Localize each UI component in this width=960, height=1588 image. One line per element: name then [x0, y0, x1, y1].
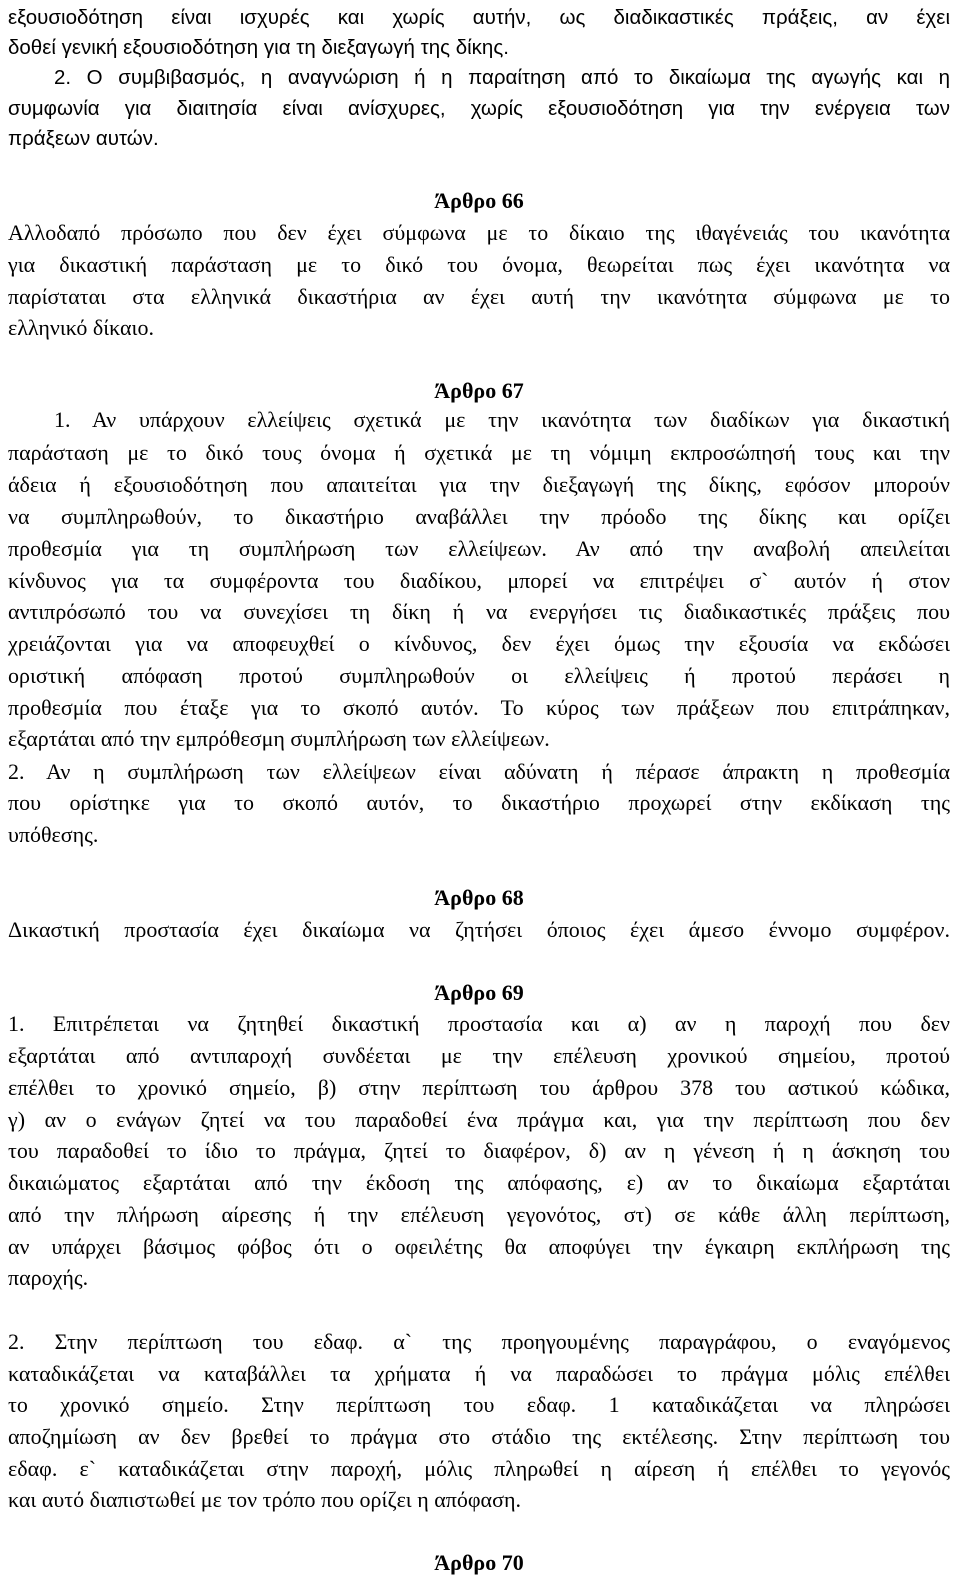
text-line: καταδικάζεται να καταβάλλει τα χρήματα ή να παραδώσει το πράγμα μόλις επέλθει	[8, 1361, 950, 1386]
text-line: εδαφ. ε` καταδικάζεται στην παροχή, μόλις πληρωθεί η αίρεση ή επέλθει το γεγονός	[8, 1456, 950, 1481]
text-line: να συμπληρωθούν, το δικαστήριο αναβάλλει την πρόοδο της δίκης και ορίζει	[8, 504, 950, 529]
text-line: 1. Επιτρέπεται να ζητηθεί δικαστική προστασία και α) αν η παροχή που δεν	[8, 1011, 950, 1036]
text-line: 2. Αν η συμπλήρωση των ελλείψεων είναι αδύνατη ή πέρασε άπρακτη η προθεσμία	[8, 759, 950, 784]
article-heading: Άρθρο 69	[434, 980, 524, 1005]
text-line: επέλθει το χρονικό σημείο, β) στην περίπτωση του άρθρου 378 του αστικού κώδικα,	[8, 1075, 950, 1100]
text-line: παράσταση με το δικό τους όνομα ή σχετικά με τη νόμιμη εκπροσώπησή τους και την	[8, 440, 950, 465]
text-line: το χρονικό σημείο. Στην περίπτωση του εδαφ. 1 καταδικάζεται να πληρώσει	[8, 1392, 950, 1417]
text-line: προθεσμία για τη συμπλήρωση των ελλείψεων. Αν από την αναβολή απειλείται	[8, 536, 950, 561]
text-line: εξαρτάται από την εμπρόθεσμη συμπλήρωση των ελλείψεων.	[8, 726, 550, 751]
article-heading: Άρθρο 67	[434, 378, 524, 403]
text-line: Αλλοδαπό πρόσωπο που δεν έχει σύμφωνα με το δίκαιο της ιθαγένειάς του ικανότητα	[8, 220, 950, 245]
article-heading: Άρθρο 66	[434, 188, 524, 213]
text-line: αντιπρόσωπό του να συνεχίσει τη δίκη ή να ενεργήσει τις διαδικαστικές πράξεις που	[8, 599, 950, 624]
article-heading: Άρθρο 70	[434, 1550, 524, 1575]
text-line: υπόθεσης.	[8, 822, 99, 847]
text-line: ελληνικό δίκαιο.	[8, 315, 154, 340]
text-line: Δικαστική προστασία έχει δικαίωμα να ζητήσει όποιος έχει άμεσο έννομο συμφέρον.	[8, 917, 950, 942]
text-line: οριστική απόφαση προτού συμπληρωθούν οι ελλείψεις ή προτού περάσει η	[8, 663, 950, 688]
text-line: 2. Ο συμβιβασμός, η αναγνώριση ή η παραίτηση από το δικαίωμα της αγωγής και η	[54, 66, 950, 89]
text-line: αν υπάρχει βάσιμος φόβος ότι ο οφειλέτης θα αποφύγει την έγκαιρη εκπλήρωση της	[8, 1234, 950, 1259]
text-line: 1. Αν υπάρχουν ελλείψεις σχετικά με την ικανότητα των διαδίκων για δικαστική	[54, 407, 950, 432]
text-line: παροχής.	[8, 1265, 89, 1290]
text-line: του παραδοθεί το ίδιο το πράγμα, ζητεί το διαφέρον, δ) αν η γένεση ή η άσκηση του	[8, 1138, 950, 1163]
text-line: δοθεί γενική εξουσιοδότηση για τη διεξαγωγή της δίκης.	[8, 36, 509, 59]
text-line: δικαιώματος εξαρτάται από την έκδοση της απόφασης, ε) αν το δικαίωμα εξαρτάται	[8, 1170, 950, 1195]
text-line: για δικαστική παράσταση με το δικό του όνομα, θεωρείται πως έχει ικανότητα να	[8, 252, 950, 277]
text-line: χρειάζονται για να αποφευχθεί ο κίνδυνος, δεν έχει όμως την εξουσία να εκδώσει	[8, 631, 950, 656]
text-line: που ορίστηκε για το σκοπό αυτόν, το δικαστήριο προχωρεί στην εκδίκαση της	[8, 790, 950, 815]
text-line: 2. Στην περίπτωση του εδαφ. α` της προηγουμένης παραγράφου, ο εναγόμενος	[8, 1329, 950, 1354]
text-line: εξουσιοδότηση είναι ισχυρές και χωρίς αυτήν, ως διαδικαστικές πράξεις, αν έχει	[8, 6, 950, 29]
text-line: συμφωνία για διαιτησία είναι ανίσχυρες, χωρίς εξουσιοδότηση για την ενέργεια των	[8, 97, 950, 120]
text-line: και αυτό διαπιστωθεί με τον τρόπο που ορίζει η απόφαση.	[8, 1487, 521, 1512]
article-heading: Άρθρο 68	[434, 885, 524, 910]
text-line: άδεια ή εξουσιοδότηση που απαιτείται για την διεξαγωγή της δίκης, εφόσον μπορούν	[8, 472, 950, 497]
text-line: εξαρτάται από αντιπαροχή συνδέεται με την επέλευση χρονικού σημείου, προτού	[8, 1043, 950, 1068]
text-line: προθεσμία που έταξε για το σκοπό αυτόν. Το κύρος των πράξεων που επιτράπηκαν,	[8, 695, 950, 720]
text-line: παρίσταται στα ελληνικά δικαστήρια αν έχει αυτή την ικανότητα σύμφωνα με το	[8, 284, 950, 309]
text-line: αποζημίωση αν δεν βρεθεί το πράγμα στο στάδιο της εκτέλεσης. Στην περίπτωση του	[8, 1424, 950, 1449]
text-line: κίνδυνος για τα συμφέροντα του διαδίκου, μπορεί να επιτρέψει σ` αυτόν ή στον	[8, 568, 950, 593]
text-line: πράξεων αυτών.	[8, 127, 159, 150]
text-line: γ) αν ο ενάγων ζητεί να του παραδοθεί ένα πράγμα και, για την περίπτωση που δεν	[8, 1107, 950, 1132]
text-line: από την πλήρωση αίρεσης ή την επέλευση γεγονότος, στ) σε κάθε άλλη περίπτωση,	[8, 1202, 950, 1227]
